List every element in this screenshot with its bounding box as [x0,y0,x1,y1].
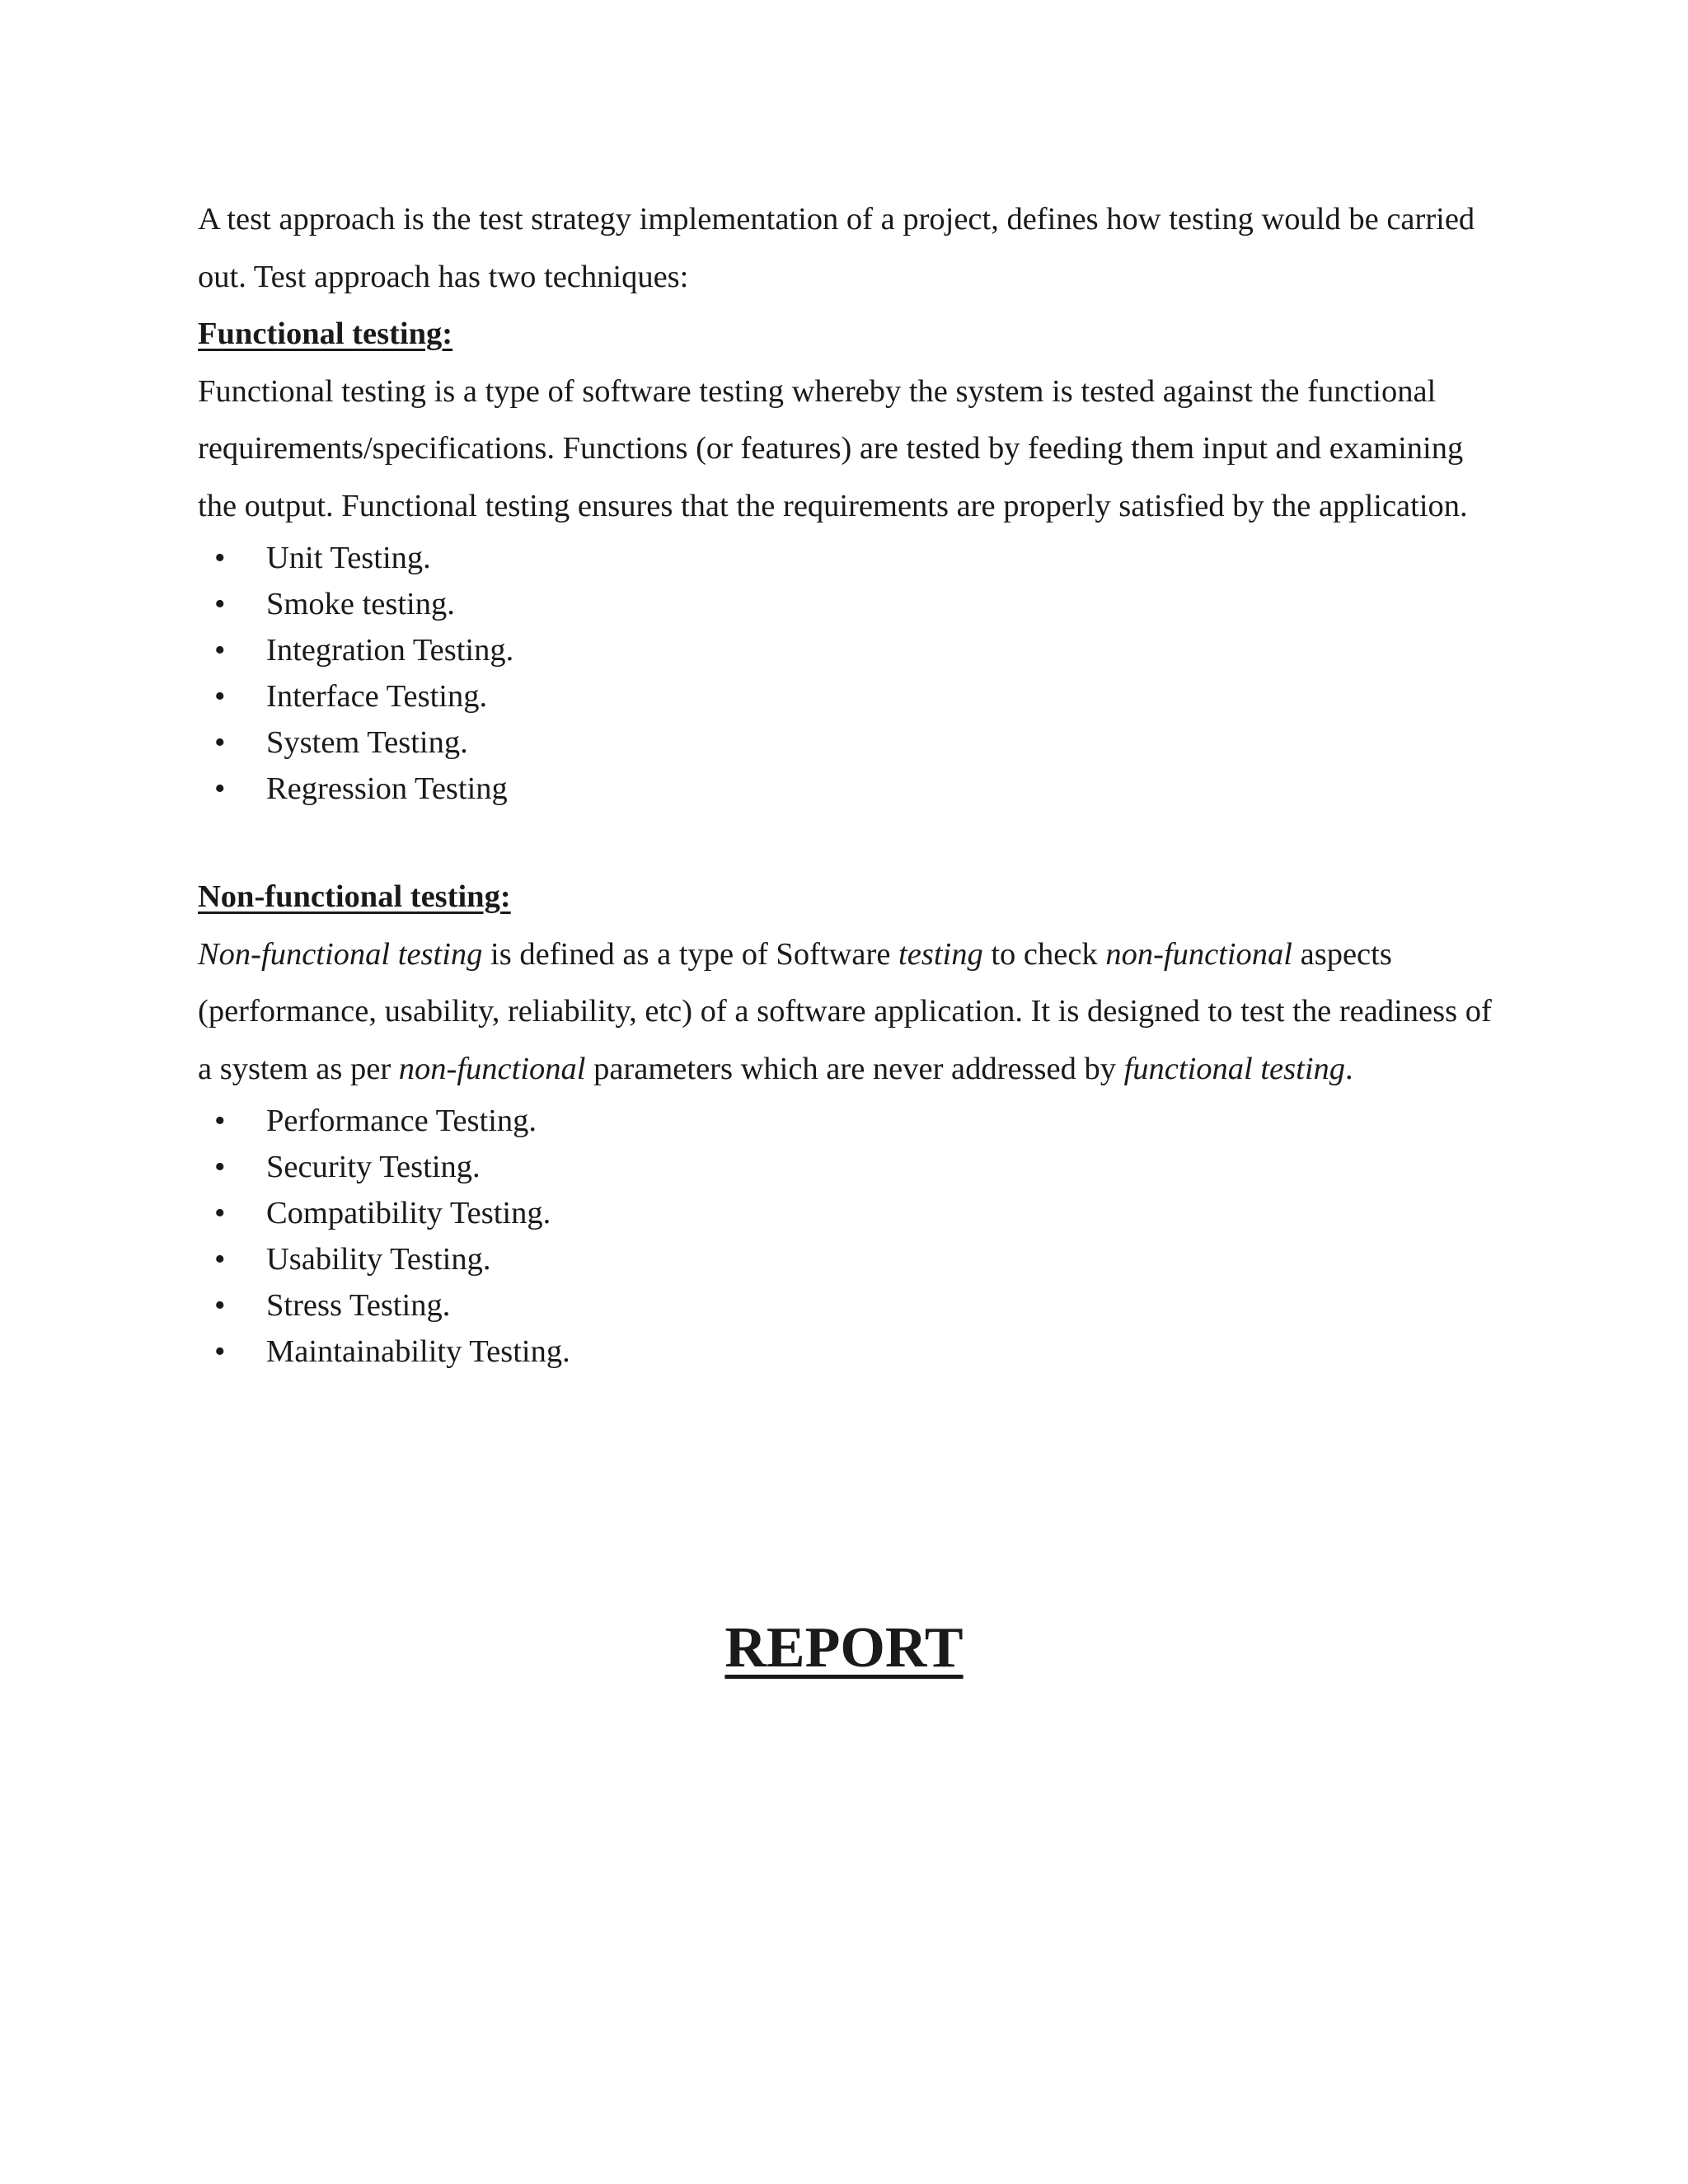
bullet-icon: • [214,1196,226,1230]
description-text: is defined as a type of Software [482,936,899,972]
list-item [198,1144,1500,1190]
bullet-icon: • [214,771,226,806]
list-item [198,673,1500,719]
functional-testing-list [198,535,1500,812]
list-item [198,766,1500,812]
bullet-icon: • [214,1288,226,1323]
list-item-label: System Testing. [266,725,468,760]
list-item-label: Stress Testing. [266,1288,451,1323]
list-item [198,535,1500,581]
report-title [0,1615,1688,1681]
bullet-icon: • [214,1334,226,1369]
bullet-icon: • [214,1242,226,1277]
list-item [198,1098,1500,1144]
list-item-label: Performance Testing. [266,1104,537,1138]
bullet-icon: • [214,541,226,575]
list-item [198,719,1500,766]
list-item-label: Usability Testing. [266,1242,491,1277]
list-item [198,1282,1500,1329]
list-item [198,1190,1500,1236]
term-non-functional: non-functional [1105,936,1293,972]
term-non-functional-testing: Non-functional testing [198,936,483,972]
section-spacer [198,812,1500,869]
list-item-label: Regression Testing [266,771,508,806]
list-item-label: Interface Testing. [266,679,488,714]
bullet-icon: • [214,1104,226,1138]
list-item-label: Integration Testing. [266,633,514,668]
description-text: aspects (performance, usability, reliability, etc) of a software application. It is designed to test the readiness of a system as per [198,936,1492,1086]
non-functional-testing-list [198,1098,1500,1375]
bullet-icon: • [214,725,226,760]
list-item-label: Maintainability Testing. [266,1334,570,1369]
description-text: parameters which are never addressed by [585,1051,1124,1086]
list-item-label: Unit Testing. [266,541,431,575]
term-functional-testing: functional testing [1123,1051,1346,1086]
non-functional-testing-description [198,926,1500,1099]
functional-testing-heading: Functional testing: [198,316,453,351]
intro-paragraph: A test approach is the test strategy implementation of a project, defines how testing would be carried out. Test approach has two techniques: [198,202,1475,294]
term-non-functional: non-functional [398,1051,586,1086]
list-item [198,627,1500,673]
description-text: to check [982,936,1106,972]
non-functional-testing-heading: Non-functional testing: [198,879,511,914]
bullet-icon: • [214,633,226,668]
description-text: . [1345,1051,1353,1086]
document-body [198,191,1500,1375]
list-item-label: Compatibility Testing. [266,1196,551,1230]
list-item [198,1236,1500,1282]
functional-testing-description: Functional testing is a type of software testing whereby the system is tested against the functional requirements/specifications. Functions (or features) are tested by feeding them input and examining the output. Functional testing ensures that the requirements are properly satisfied by the application. [198,373,1468,523]
term-testing: testing [898,936,983,972]
bullet-icon: • [214,1150,226,1184]
list-item [198,581,1500,627]
list-item-label: Smoke testing. [266,587,455,621]
list-item [198,1329,1500,1375]
bullet-icon: • [214,587,226,621]
report-title-text: REPORT [724,1616,964,1680]
bullet-icon: • [214,679,226,714]
list-item-label: Security Testing. [266,1150,481,1184]
